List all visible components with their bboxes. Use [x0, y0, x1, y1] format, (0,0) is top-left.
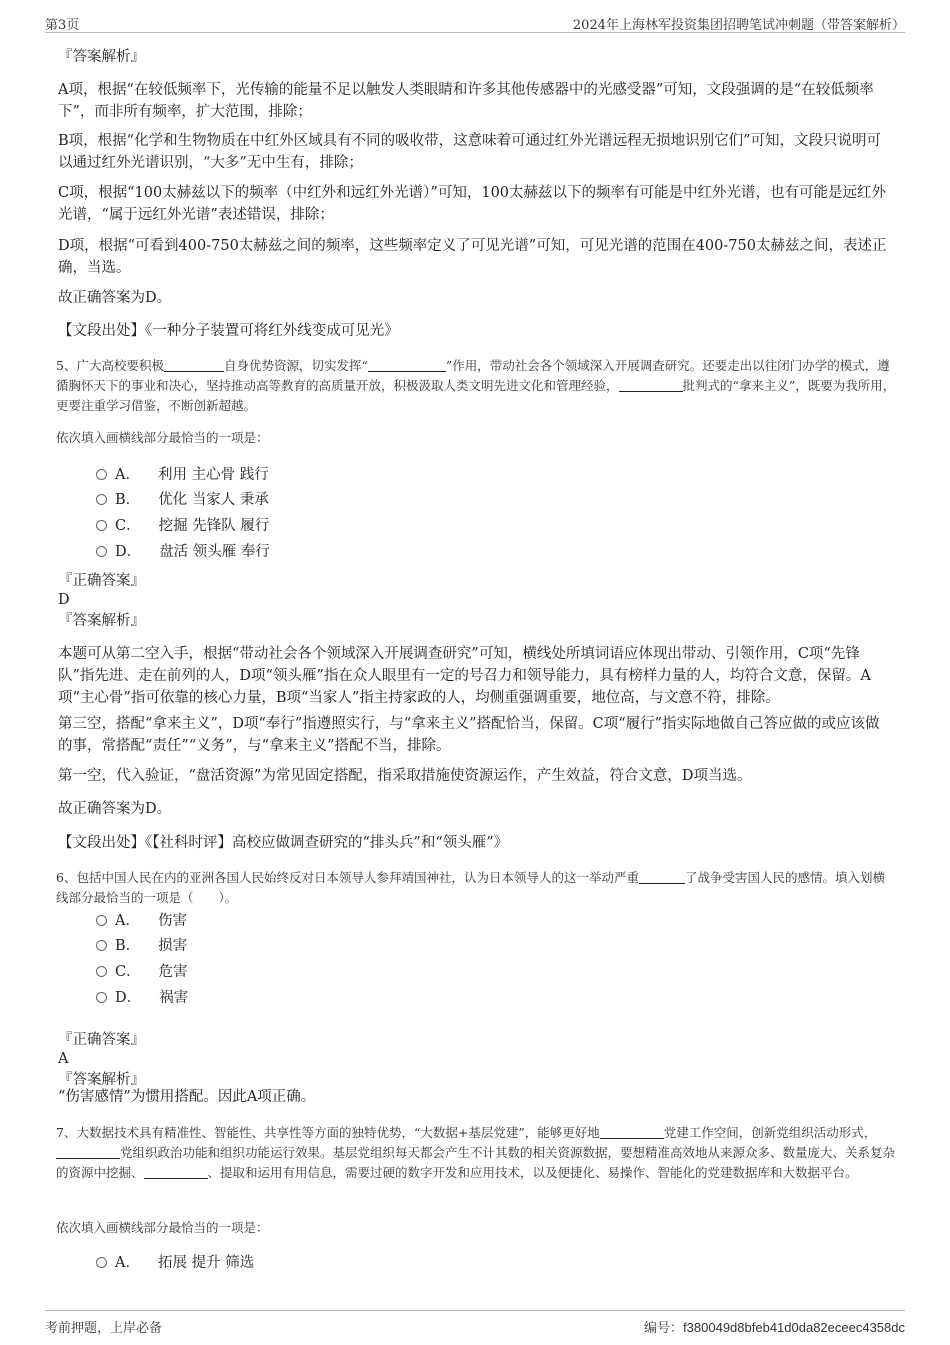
q5-stem: 5、广大高校要积极 自身优势资源，切实发挥“ ”作用，带动社会各个领域深入开展调查研究。还要走出以往闭门办学的模式，遵循胸怀天下的事业和决心，坚持推动高等教育的高质量开放，积极汲取人类文明先进文化和管理经验， 批判式的“拿来主义”，既要为我所用，更要注重学习借鉴，不断创新超越。: [56, 358, 896, 413]
q4-analysis-c: C项，根据“100太赫兹以下的频率（中红外和远红外光谱）”可知，100太赫兹以下的频率有可能是中红外光谱，也有可能是远红外光谱，“属于远红外光谱”表述错误，排除；: [58, 185, 887, 223]
q5-option-c[interactable]: C． 挖掘 先锋队 履行: [96, 515, 269, 537]
q6-stem: 6、包括中国人民在内的亚洲各国人民始终反对日本领导人参拜靖国神社，认为日本领导人的这一举动严重 了战争受害国人民的感情。填入划横线部分最恰当的一项是（ ）。: [56, 870, 885, 905]
q4-source: 【文段出处】《一种分子装置可将红外线变成可见光》: [58, 323, 399, 339]
page-number: 第3页: [45, 18, 80, 33]
page-header: [45, 10, 905, 33]
q5-blank-2: [368, 357, 446, 372]
q5-option-b[interactable]: B． 优化 当家人 秉承: [96, 489, 269, 511]
q5-prompt: 依次填入画横线部分最恰当的一项是：: [56, 430, 269, 445]
q4-analysis-a: A项，根据“在较低频率下，光传输的能量不足以触发人类眼睛和许多其他传感器中的光感受器”可知，文段强调的是“在较低频率下”，而非所有频率，扩大范围，排除；: [58, 82, 874, 120]
radio-icon[interactable]: [96, 520, 107, 531]
q5-analysis-3: 第一空，代入验证，“盘活资源”为常见固定搭配，指采取措施使资源运作，产生效益，符合文意，D项当选。: [58, 768, 752, 784]
radio-icon[interactable]: [96, 992, 107, 1003]
q6-answer-label: 『正确答案』: [58, 1032, 145, 1048]
q5-source: 【文段出处】《【社科时评】高校应做调查研究的“排头兵”和“领头雁”》: [58, 835, 509, 851]
q5-option-d[interactable]: D． 盘活 领头雁 奉行: [96, 541, 270, 563]
q5-option-a[interactable]: A． 利用 主心骨 践行: [96, 464, 269, 486]
q5-conclusion: 故正确答案为D。: [58, 801, 172, 817]
q6-option-b[interactable]: B． 损害: [96, 935, 187, 957]
radio-icon[interactable]: [96, 1257, 107, 1268]
q7-prompt: 依次填入画横线部分最恰当的一项是：: [56, 1220, 269, 1235]
page-footer: [45, 1310, 905, 1337]
q5-blank-3: [619, 377, 683, 392]
q5-answer-label: 『正确答案』: [58, 573, 145, 589]
q6-option-c[interactable]: C． 危害: [96, 961, 188, 983]
q5-analysis-1: 本题可从第二空入手，根据“带动社会各个领域深入开展调查研究”可知，横线处所填词语应体现出带动、引领作用，C项“先锋队”指先进、走在前列的人，D项“领头雁”指在众人眼里有一定的号召力和领导能力，具有榜样力量的人，均符合文意，保留。A项“主心骨”指可依靠的核心力量，B项“当家人”指主持家政的人，均侧重强调重要，地位高，与文意不符，排除。: [58, 646, 871, 706]
q4-analysis-b: B项，根据“化学和生物物质在中红外区域具有不同的吸收带，这意味着可通过红外光谱远程无损地识别它们”可知，文段只说明可以通过红外光谱识别，“大多”无中生有，排除；: [58, 133, 881, 171]
q6-blank: [639, 869, 685, 884]
radio-icon[interactable]: [96, 940, 107, 951]
document-code: 编号：f380049d8bfeb41d0da82eceec4358dc: [644, 1320, 905, 1336]
radio-icon[interactable]: [96, 915, 107, 926]
q4-analysis-label: 『答案解析』: [58, 49, 145, 65]
radio-icon[interactable]: [96, 494, 107, 505]
document-title: 2024年上海林军投资集团招聘笔试冲刺题（带答案解析）: [572, 18, 905, 33]
q7-blank-2: [56, 1144, 120, 1159]
q7-blank-3: [144, 1164, 208, 1179]
q7-option-a[interactable]: A． 拓展 提升 筛选: [96, 1252, 254, 1274]
q7-stem: 7、大数据技术具有精准性、智能性、共享性等方面的独特优势，“大数据+基层党建”，能够更好地 党建工作空间，创新党组织活动形式，党组织政治功能和组织功能运行效果。基层党组织每天都会产生不计其数的相关资源数据，要想精准高效地从来源众多、数量庞大、关系复杂的资源中挖掘、 、提取和运用有用信息，需要过硬的数字开发和应用技术，以及便捷化、易操作、智能化的党建数据库和大数据平台。: [56, 1125, 896, 1180]
q7-blank-1: [600, 1124, 664, 1139]
q5-analysis-2: 第三空，搭配“拿来主义”，D项“奉行”指遵照实行，与“拿来主义”搭配恰当，保留。C项“履行”指实际地做自己答应做的或应该做的事，常搭配“责任”“义务”，与“拿来主义”搭配不当，排除。: [58, 716, 880, 754]
q6-option-a[interactable]: A． 伤害: [96, 910, 187, 932]
q5-blank-1: [164, 357, 224, 372]
q5-answer: D: [58, 592, 70, 608]
radio-icon[interactable]: [96, 546, 107, 557]
radio-icon[interactable]: [96, 966, 107, 977]
q6-answer: A: [58, 1051, 69, 1067]
q4-conclusion: 故正确答案为D。: [58, 290, 172, 306]
footer-slogan: 考前押题，上岸必备: [45, 1321, 163, 1336]
radio-icon[interactable]: [96, 469, 107, 480]
q6-option-d[interactable]: D． 祸害: [96, 987, 188, 1009]
q6-analysis: “伤害感情”为惯用搭配。因此A项正确。: [58, 1089, 316, 1105]
q6-analysis-label: 『答案解析』: [58, 1072, 145, 1088]
q5-analysis-label: 『答案解析』: [58, 613, 145, 629]
q4-analysis-d: D项，根据“可看到400-750太赫兹之间的频率，这些频率定义了可见光谱”可知，可见光谱的范围在400-750太赫兹之间，表述正确，当选。: [58, 238, 887, 276]
